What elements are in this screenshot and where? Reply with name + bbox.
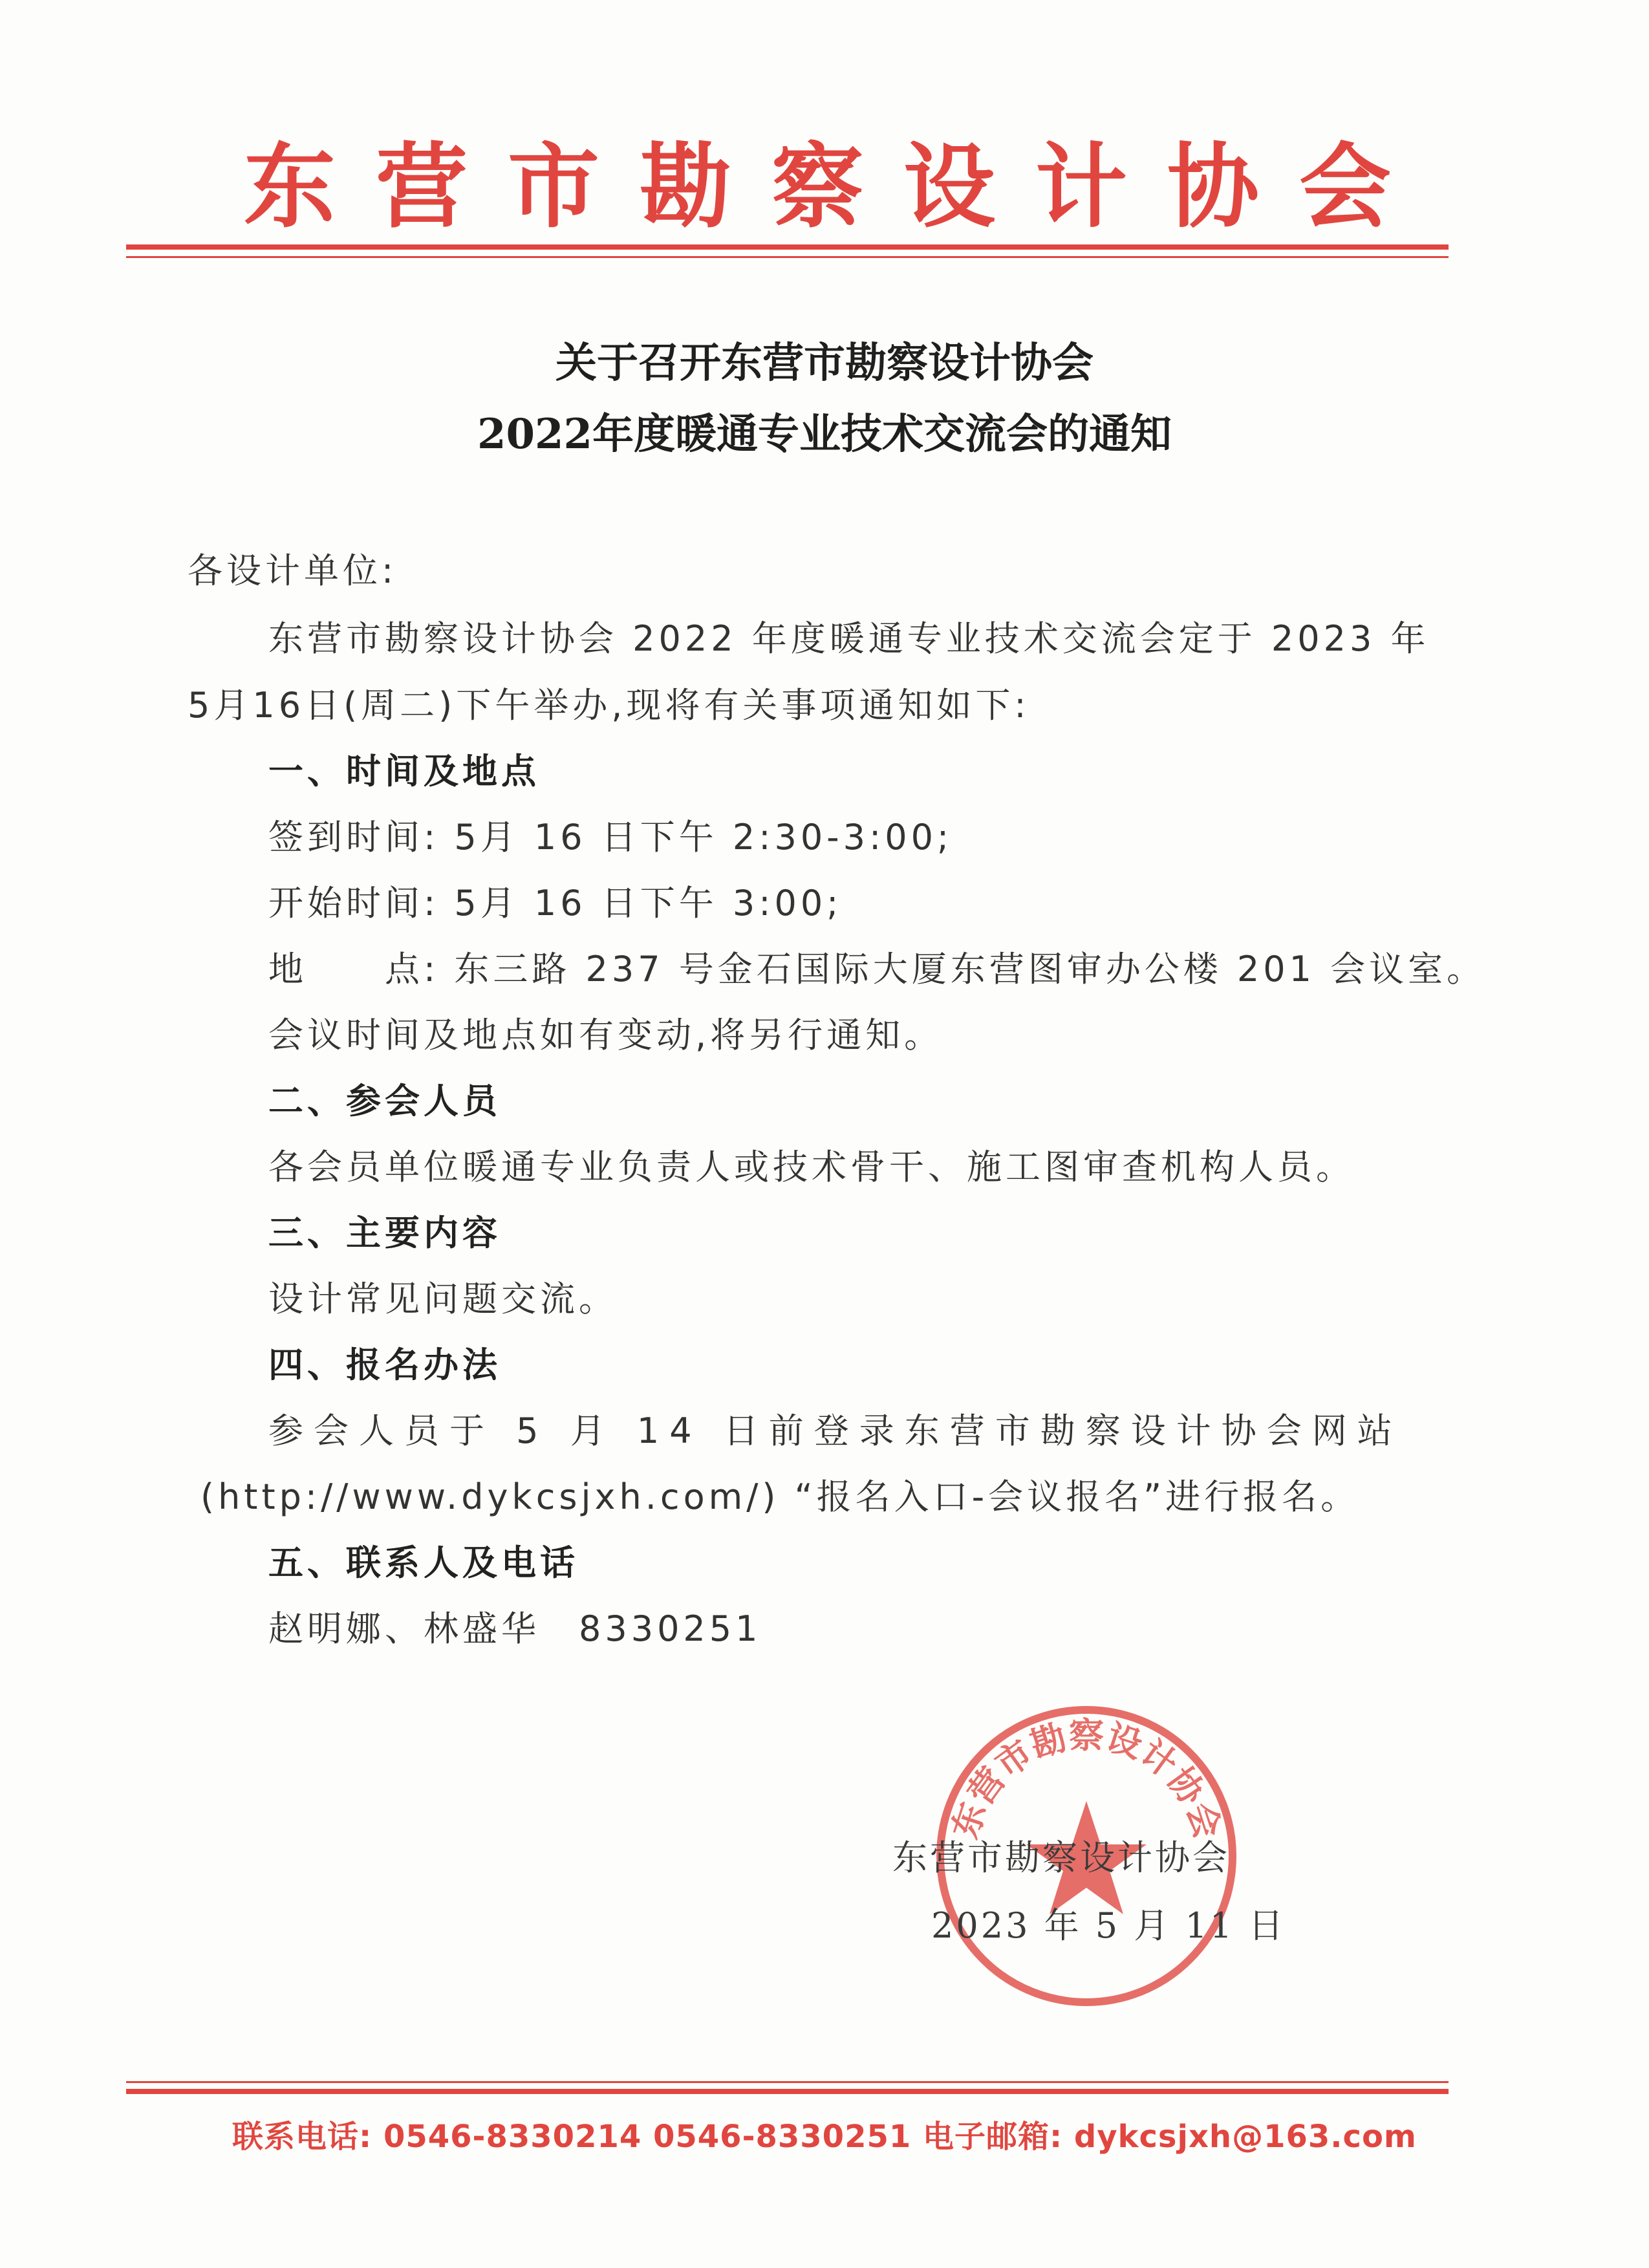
- letterhead-rule-thin: [126, 256, 1449, 258]
- letterhead-rule-thick: [126, 244, 1449, 250]
- intro-line-2: 5月16日(周二)下午举办,现将有关事项通知如下:: [188, 685, 1030, 726]
- section-heading-time-place: 一、时间及地点: [268, 751, 540, 792]
- footer-rule-thick: [126, 2089, 1449, 2094]
- content-text: 设计常见问题交流。: [268, 1279, 618, 1319]
- contact-text: 赵明娜、林盛华 8330251: [268, 1608, 762, 1649]
- signature-org: 东营市勘察设计协会: [892, 1837, 1230, 1878]
- letterhead-org-name: 东营市勘察设计协会: [244, 133, 1431, 241]
- registration-line-1: 参会人员于 5 月 14 日前登录东营市勘察设计协会网站: [268, 1410, 1403, 1451]
- salutation: 各设计单位:: [188, 550, 398, 591]
- section-heading-registration: 四、报名办法: [268, 1345, 501, 1385]
- signature-date: 2023 年 5 月 11 日: [931, 1905, 1286, 1946]
- seal-text: 东营市勘察设计协会: [943, 1714, 1229, 1844]
- section-heading-attendees: 二、参会人员: [268, 1081, 501, 1121]
- document-title-line1: 关于召开东营市勘察设计协会: [555, 339, 1094, 387]
- checkin-time: 签到时间: 5月 16 日下午 2:30-3:00;: [268, 817, 953, 858]
- section-heading-contact: 五、联系人及电话: [268, 1542, 579, 1583]
- meeting-place: 地 点: 东三路 237 号金石国际大厦东营图审办公楼 201 会议室。: [268, 949, 1486, 989]
- start-time: 开始时间: 5月 16 日下午 3:00;: [268, 883, 843, 923]
- footer-rule-thin: [126, 2081, 1449, 2083]
- footer-contact: 联系电话: 0546-8330214 0546-8330251 电子邮箱: dykcsjxh@163.com: [232, 2119, 1417, 2155]
- section-heading-content: 三、主要内容: [268, 1213, 501, 1253]
- change-notice: 会议时间及地点如有变动,将另行通知。: [268, 1015, 943, 1055]
- document-title-line2: 2022年度暖通专业技术交流会的通知: [477, 410, 1172, 459]
- registration-line-2: (http://www.dykcsjxh.com/) “报名入口-会议报名”进行报名。: [200, 1476, 1360, 1517]
- intro-line-1: 东营市勘察设计协会 2022 年度暖通专业技术交流会定于 2023 年: [268, 618, 1430, 659]
- attendees-text: 各会员单位暖通专业负责人或技术骨干、施工图审查机构人员。: [268, 1147, 1355, 1187]
